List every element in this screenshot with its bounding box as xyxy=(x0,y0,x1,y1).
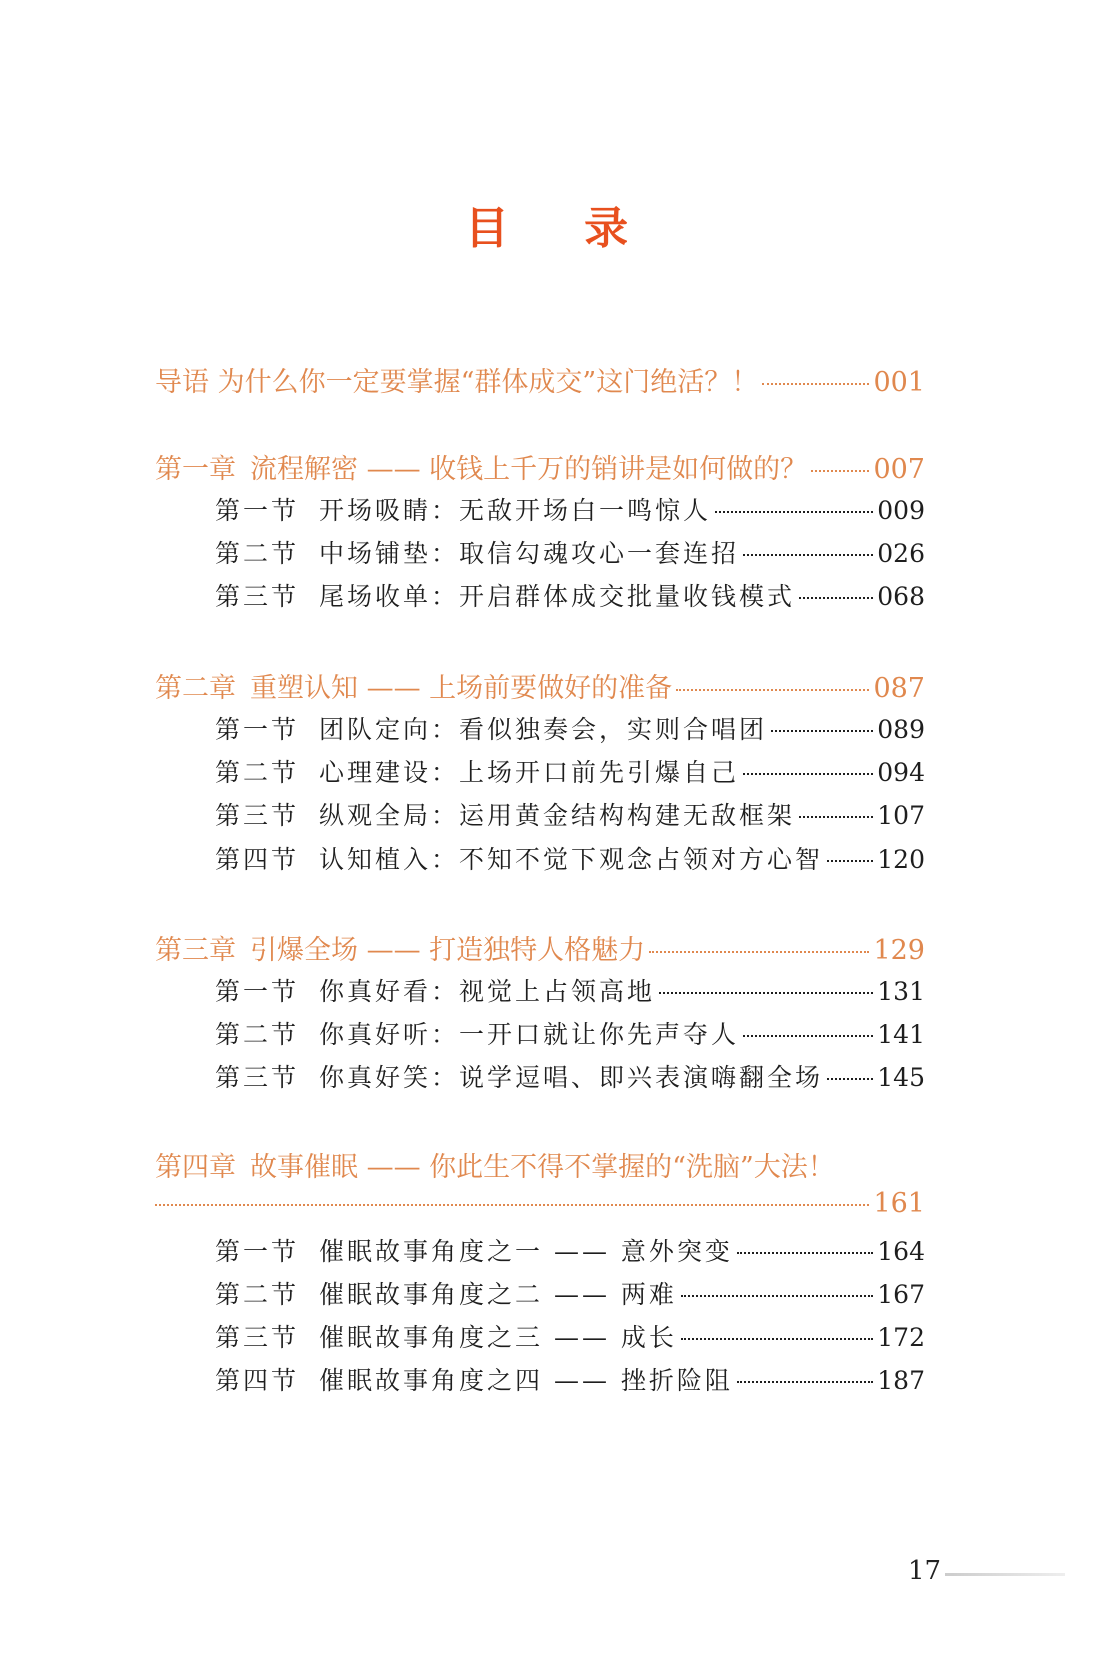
section-number: 第二节 xyxy=(215,1020,300,1049)
page-title: 目 录 xyxy=(464,203,659,254)
section-title: 你真好笑：说学逗唱、即兴表演嗨翻全场 xyxy=(319,1063,824,1092)
toc-section-4-4[interactable] xyxy=(215,1361,925,1401)
toc-section-3-1[interactable] xyxy=(215,972,925,1012)
leader-dots xyxy=(743,554,873,556)
toc-section-1-3[interactable] xyxy=(215,577,925,617)
chapter-number: 第三章 xyxy=(155,935,236,966)
chapter-title: 流程解密 —— 收钱上千万的销讲是如何做的？ xyxy=(250,454,808,485)
leader-dots xyxy=(811,470,869,472)
toc-chapter-4[interactable] xyxy=(155,1145,925,1185)
section-title: 尾场收单：开启群体成交批量收钱模式 xyxy=(319,582,796,611)
section-page: 145 xyxy=(877,1063,925,1092)
chapter-number: 第四章 xyxy=(155,1152,236,1183)
section-title: 你真好听：一开口就让你先声夺人 xyxy=(319,1020,740,1049)
section-title: 心理建设：上场开口前先引爆自己 xyxy=(319,758,740,787)
section-title: 催眠故事角度之三 —— 成长 xyxy=(319,1323,677,1352)
chapter-page: 007 xyxy=(873,454,925,485)
toc-section-3-2[interactable] xyxy=(215,1015,925,1055)
toc-section-1-2[interactable] xyxy=(215,534,925,574)
section-number: 第一节 xyxy=(215,496,300,525)
section-title: 催眠故事角度之一 —— 意外突变 xyxy=(319,1237,733,1266)
chapter-page: 087 xyxy=(873,673,925,704)
chapter-page: 161 xyxy=(873,1188,925,1219)
toc-section-4-1[interactable] xyxy=(215,1232,925,1272)
leader-dots xyxy=(681,1338,873,1340)
section-number: 第一节 xyxy=(215,977,300,1006)
chapter-number: 第一章 xyxy=(155,454,236,485)
leader-dots xyxy=(743,1035,873,1037)
leader-dots xyxy=(799,816,873,818)
section-title: 中场铺垫：取信勾魂攻心一套连招 xyxy=(319,539,740,568)
chapter-title: 重塑认知 —— 上场前要做好的准备 xyxy=(250,673,673,704)
section-title: 催眠故事角度之二 —— 两难 xyxy=(319,1280,677,1309)
chapter-number: 第二章 xyxy=(155,673,236,704)
leader-dots xyxy=(715,511,873,513)
toc-intro-label: 导语 为什么你一定要掌握“群体成交”这门绝活？！ xyxy=(155,367,759,398)
leader-dots xyxy=(827,860,873,862)
toc-section-4-2[interactable] xyxy=(215,1275,925,1315)
section-number: 第四节 xyxy=(215,845,300,874)
section-title: 你真好看：视觉上占领高地 xyxy=(319,977,656,1006)
leader-dots xyxy=(762,383,869,385)
chapter-title: 引爆全场 —— 打造独特人格魅力 xyxy=(250,935,646,966)
leader-dots xyxy=(681,1295,873,1297)
toc-intro[interactable] xyxy=(155,360,925,400)
section-page: 107 xyxy=(877,801,925,830)
leader-dots xyxy=(659,992,873,994)
toc-section-3-3[interactable] xyxy=(215,1058,925,1098)
section-page: 009 xyxy=(877,496,925,525)
section-number: 第一节 xyxy=(215,1237,300,1266)
section-number: 第三节 xyxy=(215,801,300,830)
leader-dots xyxy=(649,951,869,953)
toc-section-2-3[interactable] xyxy=(215,796,925,836)
toc-chapter-2[interactable] xyxy=(155,666,925,706)
leader-dots xyxy=(799,597,873,599)
leader-dots xyxy=(737,1381,873,1383)
page-number: 17 xyxy=(908,1556,942,1586)
leader-dots xyxy=(676,689,869,691)
section-page: 167 xyxy=(877,1280,925,1309)
section-number: 第四节 xyxy=(215,1366,300,1395)
section-number: 第三节 xyxy=(215,1323,300,1352)
section-page: 172 xyxy=(877,1323,925,1352)
section-page: 120 xyxy=(877,845,925,874)
leader-dots xyxy=(743,773,873,775)
section-number: 第一节 xyxy=(215,715,300,744)
section-number: 第三节 xyxy=(215,582,300,611)
section-title: 认知植入：不知不觉下观念占领对方心智 xyxy=(319,845,824,874)
toc-chapter-3[interactable] xyxy=(155,928,925,968)
toc-section-2-2[interactable] xyxy=(215,753,925,793)
leader-dots xyxy=(737,1252,873,1254)
leader-dots xyxy=(155,1204,869,1206)
leader-dots xyxy=(771,730,873,732)
section-number: 第二节 xyxy=(215,1280,300,1309)
toc-section-4-3[interactable] xyxy=(215,1318,925,1358)
section-number: 第三节 xyxy=(215,1063,300,1092)
section-page: 089 xyxy=(877,715,925,744)
section-number: 第二节 xyxy=(215,539,300,568)
section-title: 开场吸睛：无敌开场白一鸣惊人 xyxy=(319,496,712,525)
section-title: 纵观全局：运用黄金结构构建无敌框架 xyxy=(319,801,796,830)
section-page: 094 xyxy=(877,758,925,787)
section-page: 187 xyxy=(877,1366,925,1395)
toc-section-2-4[interactable] xyxy=(215,840,925,880)
section-page: 068 xyxy=(877,582,925,611)
section-page: 026 xyxy=(877,539,925,568)
section-page: 131 xyxy=(877,977,925,1006)
toc-chapter-4-page-line[interactable] xyxy=(155,1188,925,1228)
page-number-rule xyxy=(945,1573,1065,1576)
section-title: 催眠故事角度之四 —— 挫折险阻 xyxy=(319,1366,733,1395)
chapter-page: 129 xyxy=(873,935,925,966)
section-page: 164 xyxy=(877,1237,925,1266)
toc-chapter-1[interactable] xyxy=(155,447,925,487)
section-number: 第二节 xyxy=(215,758,300,787)
toc-section-1-1[interactable] xyxy=(215,491,925,531)
toc-intro-page: 001 xyxy=(873,367,925,398)
section-title: 团队定向：看似独奏会，实则合唱团 xyxy=(319,715,768,744)
section-page: 141 xyxy=(877,1020,925,1049)
leader-dots xyxy=(827,1078,873,1080)
chapter-title: 故事催眠 —— 你此生不得不掌握的“洗脑”大法！ xyxy=(250,1152,835,1183)
toc-section-2-1[interactable] xyxy=(215,710,925,750)
